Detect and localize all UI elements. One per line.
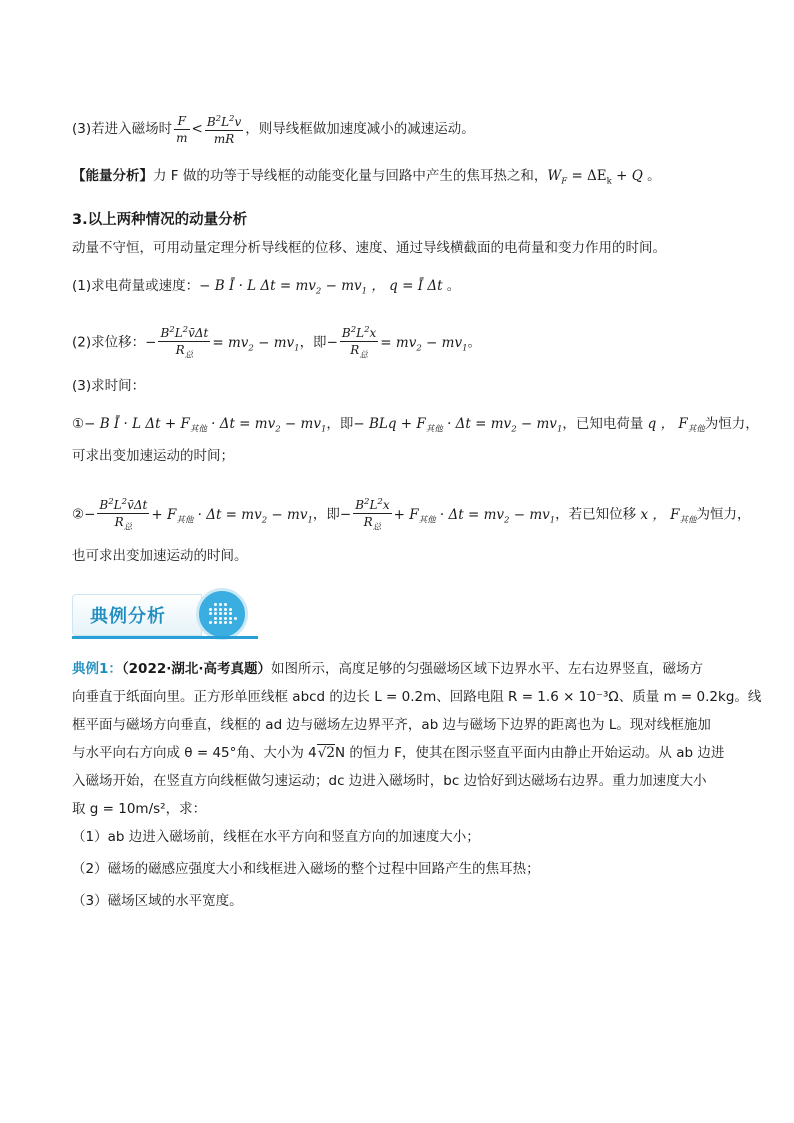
dot <box>224 617 227 620</box>
dot <box>219 617 222 620</box>
dot <box>209 612 212 615</box>
sqrt-two: √2 <box>317 745 335 761</box>
dot <box>214 617 217 620</box>
question-2: （2）磁场的磁感应强度大小和线框进入磁场的整个过程中回路产生的焦耳热； <box>72 861 540 877</box>
fraction-b2l2v-over-mr: $\frac{B^2L^2v}{mR}$ <box>205 111 243 147</box>
time-formula-2-cont: 也可求出变加速运动的时间。 <box>72 548 248 564</box>
question-3: （3）磁场区域的水平宽度。 <box>72 893 243 909</box>
dot <box>224 621 227 624</box>
dot <box>219 608 222 611</box>
time-formula-1-cont: 可求出变加速运动的时间； <box>72 448 234 464</box>
example-label: 典例1： <box>72 661 122 677</box>
banner-title: 典例分析 <box>90 606 166 627</box>
dot <box>209 621 212 624</box>
dot <box>214 603 217 606</box>
dot <box>214 612 217 615</box>
dot <box>229 612 232 615</box>
time-label: (3)求时间： <box>72 378 146 394</box>
question-1: （1）ab 边进入磁场前，线框在水平方向和竖直方向的加速度大小； <box>72 829 480 845</box>
energy-analysis-line: 【能量分析】力 F 做的功等于导线框的动能变化量与回路中产生的焦耳热之和，$W_F = \Delta E_k + Q$ 。 <box>72 168 661 187</box>
dot <box>219 612 222 615</box>
example-line-3: 框平面与磁场方向垂直，线框的 ad 边与磁场左边界平齐，ab 边与磁场下边界的距离也为 L。现对线框施加 <box>72 717 711 733</box>
dot <box>219 621 222 624</box>
dot <box>219 603 222 606</box>
dot-grid-icon <box>196 588 248 640</box>
time-formula-2: ②− $\frac{B^2L^2v̄\Delta t}{R_总}$ + $F_{其他} \cdot \Delta t = mv_2 - mv_1$，即− $\frac{B^2L^2x}{R_总}$ + $F_{其他} \cdot \Delta t = mv_2 - mv_1$，若已知位移 x ， $F_{其他}$为恒力， <box>72 494 734 535</box>
momentum-intro: 动量不守恒，可用动量定理分析导线框的位移、速度、通过导线横截面的电荷量和变力作用的时间。 <box>72 240 666 256</box>
example-analysis-banner <box>72 588 258 640</box>
dot <box>229 608 232 611</box>
section-3-heading: 3.以上两种情况的动量分析 <box>72 212 248 228</box>
example-line-4: 与水平向右方向成 θ = 45°角、大小为 4√2N 的恒力 F，使其在图示竖直平面内由静止开始运动。从 ab 边进 <box>72 745 725 761</box>
fraction-f-over-m: $\frac{F}{m}$ <box>176 113 188 145</box>
time-formula-1: ①− B Ī · L $\Delta t + F_{其他} \cdot \Delta t = mv_2 - mv_1$，即− BLq + $F_{其他} \cdot \Delta t = mv_2 - mv_1$，已知电荷量 q ， $F_{其他}$为恒力， <box>72 416 759 435</box>
dot <box>229 621 232 624</box>
example-line-1: 典例1：（2022·湖北·高考真题）如图所示，高度足够的匀强磁场区域下边界水平、左右边界竖直，磁场方 <box>72 661 703 677</box>
dot <box>229 617 232 620</box>
charge-formula-line: (1)求电荷量或速度：− B Ī · L $\Delta t = mv_2 - mv_1$ ， q = Ī Δt 。 <box>72 278 461 297</box>
dot <box>234 617 237 620</box>
dot <box>214 621 217 624</box>
example-line-5: 入磁场开始，在竖直方向线框做匀速运动；dc 边进入磁场时，bc 边恰好到达磁场右边界。重力加速度大小 <box>72 773 707 789</box>
example-line-6: 取 g = 10m/s²，求： <box>72 801 207 817</box>
example-line-2: 向垂直于纸面向里。正方形单匝线框 abcd 的边长 L = 0.2m、回路电阻 R = 1.6 × 10⁻³Ω、质量 m = 0.2kg。线 <box>72 689 762 705</box>
decel-condition-line: (3)若进入磁场时 $\frac{F}{m}$ < $\frac{B^2L^2v}{mR}$ ，则导线框做加速度减小的减速运动。 <box>72 111 734 147</box>
dot <box>224 603 227 606</box>
dot <box>209 608 212 611</box>
dot <box>224 608 227 611</box>
dot <box>214 608 217 611</box>
displacement-formula-line: (2)求位移：− $\frac{B^2L^2v̄\Delta t}{R_总}$ = $mv_2 - mv_1$，即− $\frac{B^2L^2x}{R_总}$ = $mv_2 - mv_1$。 <box>72 322 734 363</box>
dot <box>224 612 227 615</box>
example-source: （2022·湖北·高考真题） <box>121 661 271 677</box>
